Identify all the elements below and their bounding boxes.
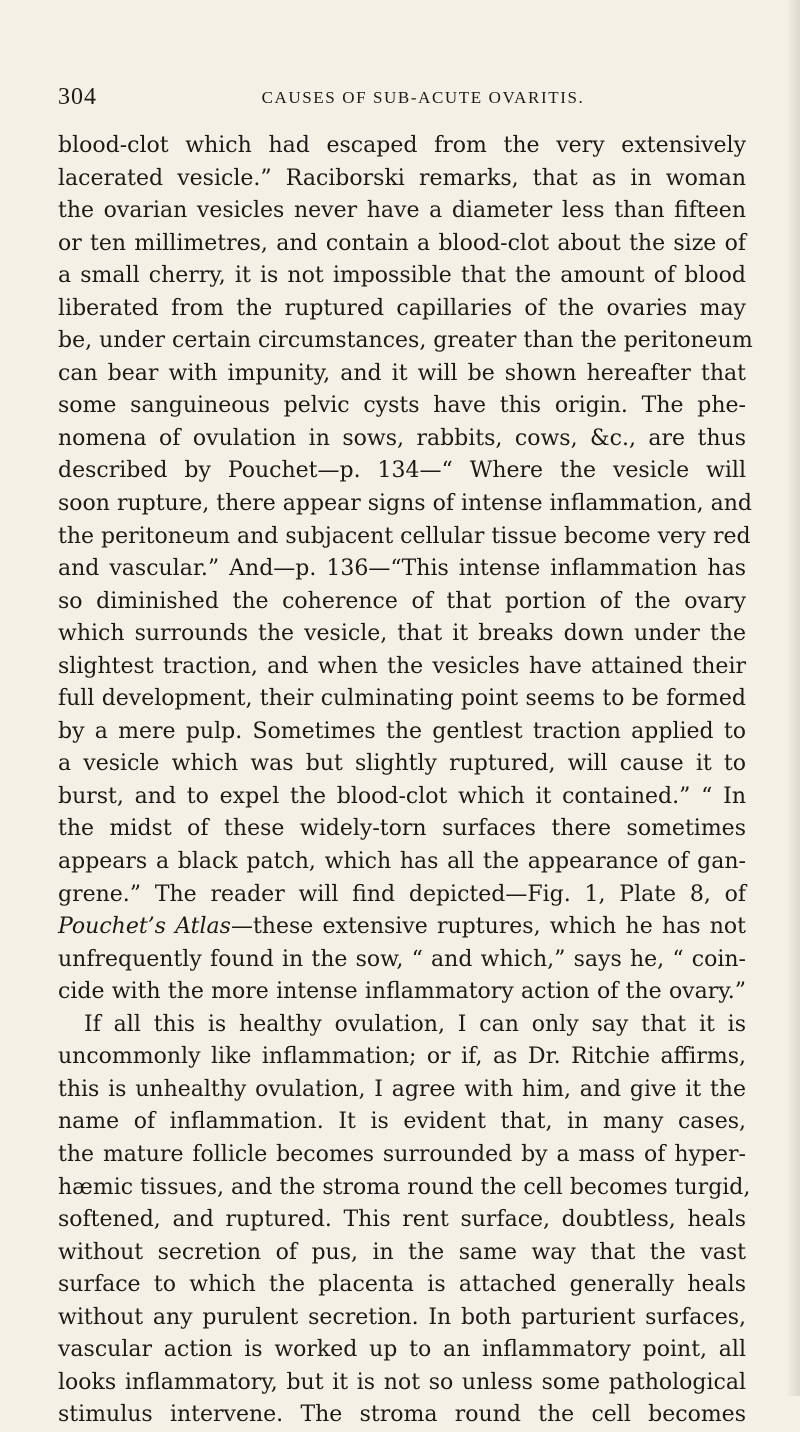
text-line: cide with the more intense inflammatory action of the ovary.” [58,979,746,1005]
text-line: name of inflammation. It is evident that, in many cases, [58,1109,746,1135]
text-line: without secretion of pus, in the same way that the vast [58,1239,746,1265]
text-line: unfrequently found in the sow, “ and which,” says he, “ coin- [58,946,746,972]
text-line: by a mere pulp. Sometimes the gentlest traction applied to [58,718,746,744]
text-line: burst, and to expel the blood-clot which it contained.” “ In [58,783,746,809]
text-line: or ten millimetres, and contain a blood-clot about the size of [58,230,746,256]
text-line: a small cherry, it is not impossible that the amount of blood [58,263,746,289]
text-line: blood-clot which had escaped from the very extensively [58,133,746,158]
text-line: appears a black patch, which has all the appearance of gan- [58,849,746,875]
text-line: this is unhealthy ovulation, I agree with him, and give it the [58,1076,746,1102]
text-line: uncommonly like inflammation; or if, as Dr. Ritchie affirms, [58,1044,746,1070]
page-edge-shadow [786,0,800,1396]
text-line: some sanguineous pelvic cysts have this origin. The phe- [58,393,746,419]
text-line: slightest traction, and when the vesicles have attained their [58,653,746,679]
running-title: CAUSES OF SUB-ACUTE OVARITIS. [261,88,585,107]
text-line: be, under certain circumstances, greater than the peritoneum [58,328,753,354]
text-line: vascular action is worked up to an inflammatory point, all [58,1337,746,1363]
text-line: described by Pouchet—p. 134—“ Where the vesicle will [58,458,746,484]
page-number: 304 [58,84,97,110]
text-line: surface to which the placenta is attached generally heals [58,1272,746,1298]
body-text [58,130,753,1432]
text-line: hæmic tissues, and the stroma round the cell becomes turgid, [58,1174,751,1200]
text-line: a vesicle which was but slightly ruptured, will cause it to [58,751,746,777]
text-line: liberated from the ruptured capillaries of the ovaries may [58,295,746,321]
text-line: can bear with impunity, and it will be shown hereafter that [58,360,746,386]
text-line: the ovarian vesicles never have a diameter less than fifteen [58,198,746,224]
text-line: so diminished the coherence of that portion of the ovary [58,588,746,614]
text-line: which surrounds the vesicle, that it breaks down under the [58,621,746,647]
text-line: without any purulent secretion. In both parturient surfaces, [58,1304,746,1330]
text-segment: —these extensive ruptures, which he has not [230,914,746,940]
text-line: soon rupture, there appear signs of intense inflammation, and [58,491,752,517]
text-line: full development, their culminating point seems to be formed [58,686,746,712]
text-line: softened, and ruptured. This rent surface, doubtless, heals [58,1207,746,1233]
atlas-title: Pouchet’s Atlas [58,914,231,940]
text-line: lacerated vesicle.” Raciborski remarks, that as in woman [58,165,746,191]
text-line: the midst of these widely-torn surfaces there sometimes [58,816,746,842]
text-line: stimulus intervene. The stroma round the cell becomes [58,1402,746,1428]
paragraph-start-line: If all this is healthy ovulation, I can only say that it is [84,1011,746,1037]
text-line: and vascular.” And—p. 136—“This intense inflammation has [58,556,746,582]
text-line: the peritoneum and subjacent cellular tissue become very red [58,523,751,549]
text-line: grene.” The reader will find depicted—Fig. 1, Plate 8, of [58,881,746,907]
text-line: looks inflammatory, but it is not so unless some pathological [58,1369,746,1395]
text-line: nomena of ovulation in sows, rabbits, cows, &c., are thus [58,425,746,451]
text-line-italic-title [58,911,746,944]
text-line: the mature follicle becomes surrounded by a mass of hyper- [58,1141,746,1167]
running-head [58,82,758,112]
